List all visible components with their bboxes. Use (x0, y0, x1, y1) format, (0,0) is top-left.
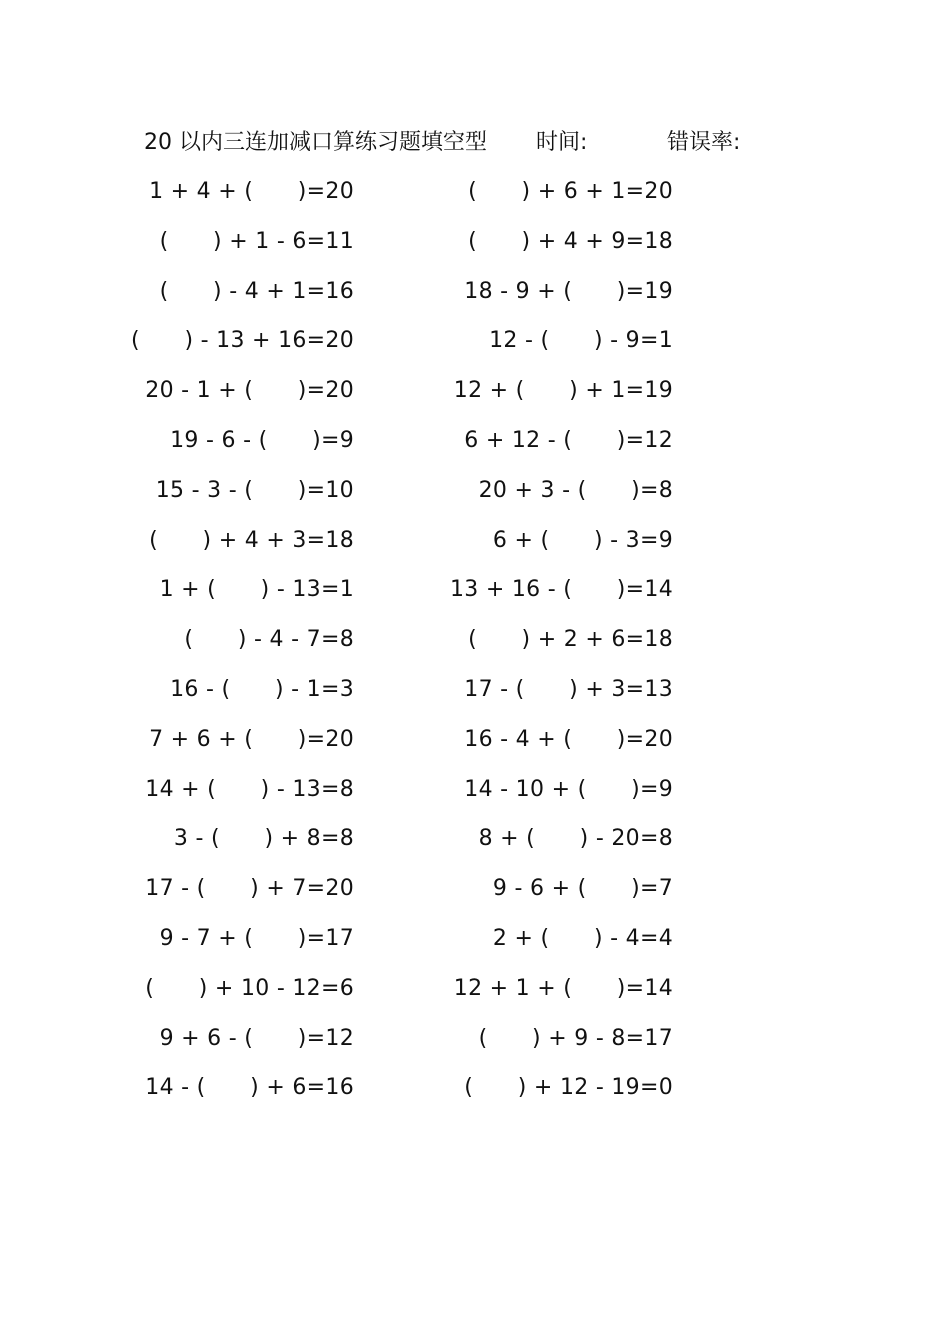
problem-row (0, 770, 950, 820)
problem-left: 16 - ( ) - 1=3 (170, 676, 354, 702)
worksheet-title: 20 以内三连加减口算练习题填空型 (144, 130, 487, 155)
problem-left: 3 - ( ) + 8=8 (173, 826, 354, 852)
problem-left: 14 + ( ) - 13=8 (145, 776, 354, 802)
problem-left: ( ) + 10 - 12=6 (145, 975, 354, 1001)
problem-right: 6 + 12 - ( )=12 (464, 427, 673, 453)
problem-row (0, 869, 950, 919)
time-label: 时间: (536, 130, 588, 155)
error-rate-label: 错误率: (667, 130, 741, 155)
problem-right: 12 - ( ) - 9=1 (489, 328, 673, 354)
problem-row (0, 222, 950, 272)
problem-left: ( ) + 1 - 6=11 (159, 228, 354, 254)
problem-right: 9 - 6 + ( )=7 (492, 876, 673, 902)
problem-left: 9 - 7 + ( )=17 (159, 925, 354, 951)
problem-row (0, 521, 950, 571)
problem-right: ( ) + 2 + 6=18 (468, 627, 673, 653)
problem-row (0, 321, 950, 371)
problem-left: ( ) - 4 - 7=8 (184, 627, 354, 653)
problem-row (0, 1019, 950, 1069)
problem-right: 18 - 9 + ( )=19 (464, 278, 673, 304)
problem-row (0, 1068, 950, 1118)
problem-row (0, 919, 950, 969)
problem-right: 14 - 10 + ( )=9 (464, 776, 673, 802)
problem-row (0, 371, 950, 421)
problem-row (0, 272, 950, 322)
problem-left: 20 - 1 + ( )=20 (145, 378, 354, 404)
problem-right: ( ) + 6 + 1=20 (468, 179, 673, 204)
problem-left: 7 + 6 + ( )=20 (149, 726, 354, 752)
problem-left: 1 + ( ) - 13=1 (159, 577, 354, 603)
problem-right: 17 - ( ) + 3=13 (464, 676, 673, 702)
problem-row (0, 471, 950, 521)
problem-row (0, 969, 950, 1019)
problem-right: 8 + ( ) - 20=8 (478, 826, 673, 852)
problem-row (0, 670, 950, 720)
problem-left: 9 + 6 - ( )=12 (159, 1025, 354, 1051)
problem-right: ( ) + 9 - 8=17 (478, 1025, 673, 1051)
problem-row (0, 421, 950, 471)
problem-right: 12 + ( ) + 1=19 (453, 378, 673, 404)
problem-row (0, 819, 950, 869)
problem-left: ( ) + 4 + 3=18 (149, 527, 354, 553)
problem-left: 19 - 6 - ( )=9 (170, 427, 354, 453)
problem-left: ( ) - 4 + 1=16 (159, 278, 354, 304)
problem-left: 14 - ( ) + 6=16 (145, 1075, 354, 1101)
problem-right: 13 + 16 - ( )=14 (449, 577, 673, 603)
problem-right: 2 + ( ) - 4=4 (492, 925, 673, 951)
problem-left: 17 - ( ) + 7=20 (145, 876, 354, 902)
problem-left: 15 - 3 - ( )=10 (155, 477, 354, 503)
problem-row (0, 620, 950, 670)
problem-row (0, 172, 950, 222)
problem-right: 6 + ( ) - 3=9 (492, 527, 673, 553)
problem-list (0, 172, 950, 1118)
problem-row (0, 720, 950, 770)
problem-right: 20 + 3 - ( )=8 (478, 477, 673, 503)
worksheet-header (144, 126, 741, 160)
problem-right: 12 + 1 + ( )=14 (453, 975, 673, 1001)
problem-right: ( ) + 4 + 9=18 (468, 228, 673, 254)
problem-row (0, 570, 950, 620)
problem-right: ( ) + 12 - 19=0 (464, 1075, 673, 1101)
problem-left: ( ) - 13 + 16=20 (130, 328, 354, 354)
problem-right: 16 - 4 + ( )=20 (464, 726, 673, 752)
problem-left: 1 + 4 + ( )=20 (149, 179, 354, 204)
